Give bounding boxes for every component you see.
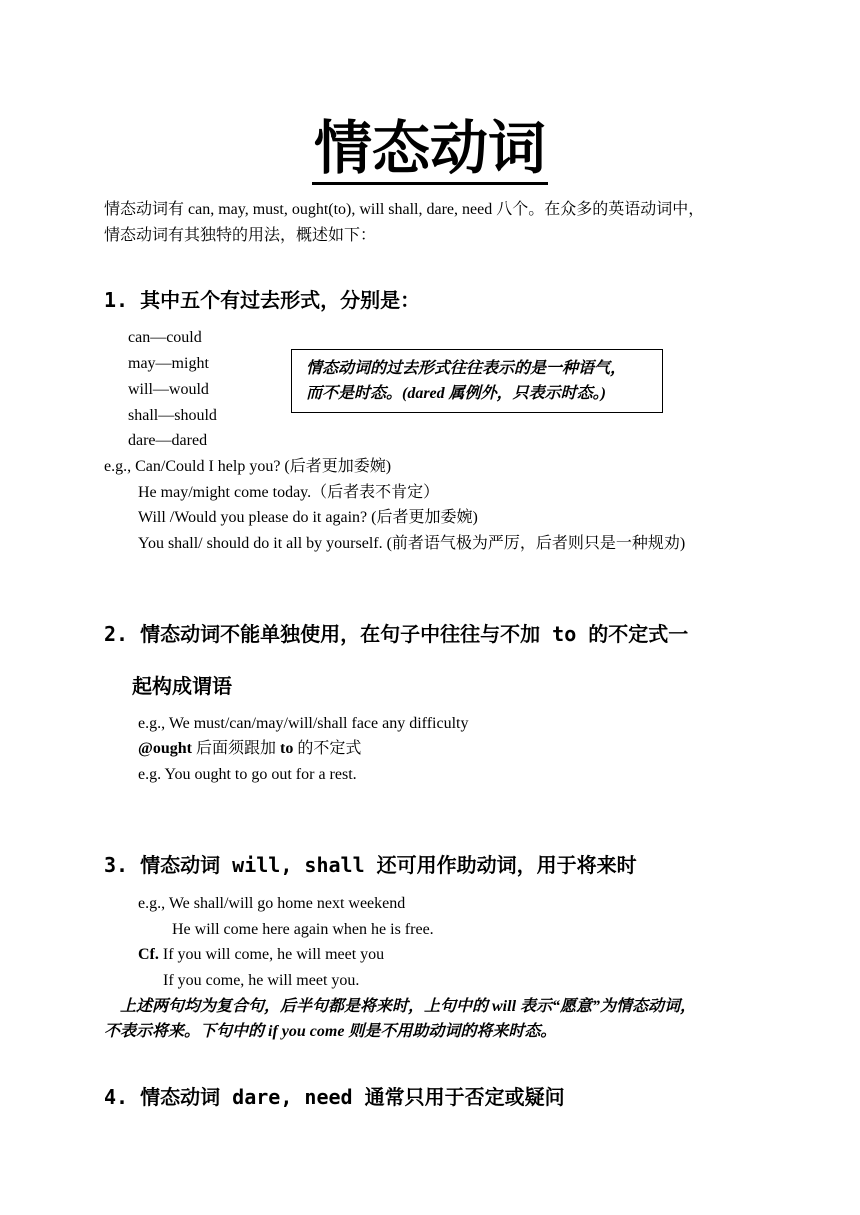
page-title: 情态动词 [0,110,860,186]
example-line: He will come here again when he is free. [172,921,434,938]
ought-to: to [280,740,294,757]
intro-line-2: 情态动词有其独特的用法，概述如下： [104,227,377,244]
verb-pair: will—would [128,381,209,398]
example-line: He may/might come today.（后者表不肯定） [138,484,440,501]
example-line: You shall/ should do it all by yourself. (前者语气极为严厉，后者则只是一种规劝) [138,535,686,552]
section-2-heading-line-2: 起构成谓语 [132,674,232,698]
cf-text: If you will come, he will meet you [158,946,385,963]
intro-line-1: 情态动词有 can, may, must, ought(to), will shall, dare, need 八个。在众多的英语动词中， [104,201,705,218]
cf-label: Cf. [138,946,159,963]
ought-mid: 后面须跟加 [192,740,281,757]
past-form-note-box [291,349,663,413]
section-1-heading: 1. 其中五个有过去形式，分别是： [104,288,421,312]
section-2-heading-line-1: 2. 情态动词不能单独使用，在句子中往往与不加 to 的不定式一 [104,622,689,646]
example-line: e.g., We must/can/may/will/shall face any difficulty [138,715,469,732]
section-3-note-line-1: 上述两句均为复合句，后半句都是将来时，上句中的 will 表示“愿意”为情态动词， [120,998,697,1015]
example-line: If you come, he will meet you. [163,972,360,989]
verb-pair: can—could [128,329,202,346]
example-line: e.g., Can/Could I help you? (后者更加委婉) [104,458,392,475]
ought-end: 的不定式 [293,740,362,757]
verb-pair: dare—dared [128,432,208,449]
example-line: e.g., We shall/will go home next weekend [138,895,406,912]
note-line-1: 情态动词的过去形式往往表示的是一种语气， [306,360,627,377]
note-line-2: 而不是时态。(dared 属例外，只表示时态。) [306,385,606,402]
verb-pair: may—might [128,355,209,372]
section-3-note-line-2: 不表示将来。下句中的 if you come 则是不用助动词的将来时态。 [104,1023,557,1040]
verb-pair: shall—should [128,407,217,424]
ought-word: @ought [138,740,193,757]
example-line: e.g. You ought to go out for a rest. [138,766,357,783]
section-3-heading: 3. 情态动词 will, shall 还可用作助动词，用于将来时 [104,853,637,877]
cf-line [138,944,384,966]
example-line: Will /Would you please do it again? (后者更加委婉) [138,509,478,526]
section-4-heading: 4. 情态动词 dare, need 通常只用于否定或疑问 [104,1085,565,1109]
ought-rule [138,738,361,760]
